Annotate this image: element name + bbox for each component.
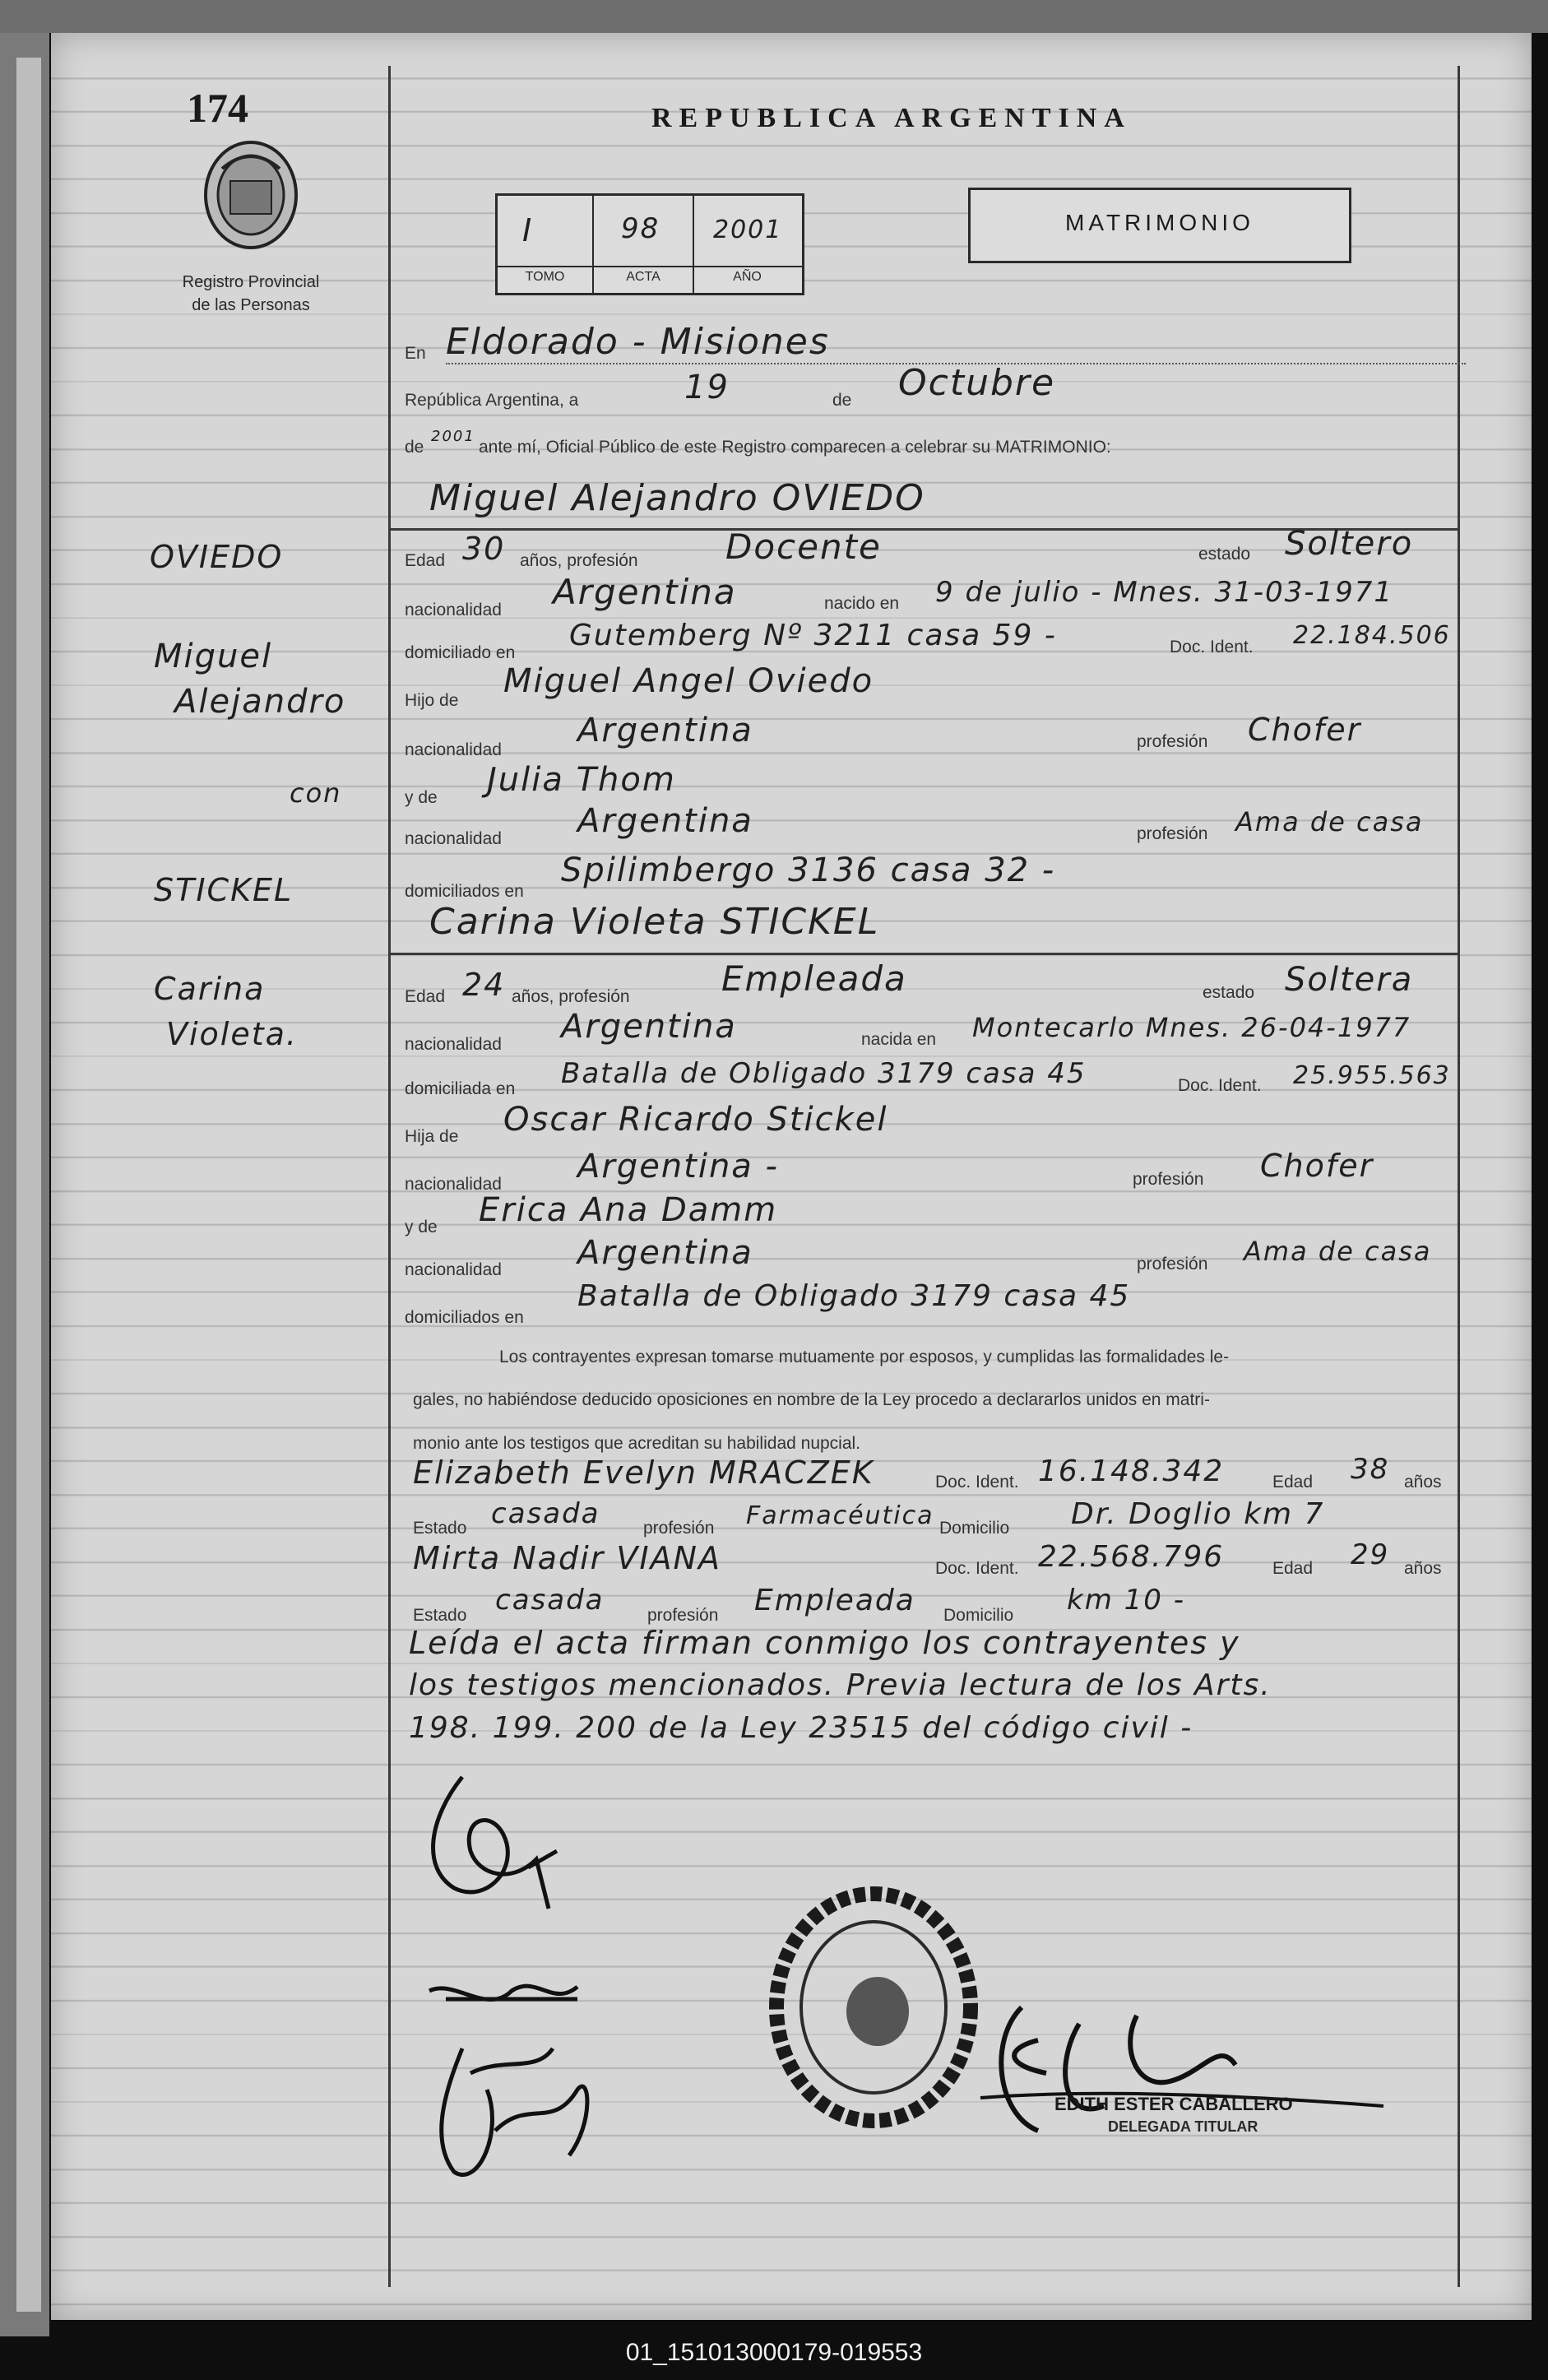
page-number: 174 xyxy=(187,85,248,131)
right-border-line xyxy=(1458,66,1460,2287)
bride-father-prof-label: profesión xyxy=(1133,1170,1204,1189)
witness2-age: 29 xyxy=(1351,1538,1390,1571)
witness1-age: 38 xyxy=(1351,1453,1390,1486)
bride-domiciliados-label: domiciliados en xyxy=(405,1308,524,1327)
bride-father-nac-label: nacionalidad xyxy=(405,1175,502,1194)
margin-given1b: Alejandro xyxy=(174,683,346,721)
groom-full-name: Miguel Alejandro OVIEDO xyxy=(429,477,925,519)
bride-mother-profession: Ama de casa xyxy=(1244,1236,1432,1267)
witness1-name: Elizabeth Evelyn MRACZEK xyxy=(413,1454,874,1491)
stamp-role: DELEGADA TITULAR xyxy=(1108,2118,1258,2135)
nacido-label: nacido en xyxy=(824,594,900,613)
groom-profession: Docente xyxy=(725,527,882,567)
witness1-doc-label: Doc. Ident. xyxy=(935,1473,1019,1492)
doc-type-box xyxy=(968,188,1351,263)
margin-surname2: STICKEL xyxy=(154,872,294,908)
bride-estado: Soltera xyxy=(1285,961,1414,999)
bride-anos-label: años, profesión xyxy=(512,987,630,1006)
oficial-text: ante mí, Oficial Público de este Registro comparecen a celebrar su MATRIMONIO: xyxy=(479,438,1111,457)
place: Eldorado - Misiones xyxy=(446,321,1466,364)
witness2-estado: casada xyxy=(495,1584,605,1617)
witness1-prof-label: profesión xyxy=(643,1519,715,1538)
margin-con: con xyxy=(290,777,342,809)
groom-mother-profession: Ama de casa xyxy=(1235,806,1424,837)
bride-birth: Montecarlo Mnes. 26-04-1977 xyxy=(972,1012,1411,1043)
doc-ident-label: Doc. Ident. xyxy=(1170,638,1254,656)
book-edge-top xyxy=(0,0,1548,33)
witness2-domicile: km 10 - xyxy=(1067,1584,1185,1617)
edad-label: Edad xyxy=(405,551,446,570)
year-pre-label: de xyxy=(405,438,424,457)
hija-label: Hija de xyxy=(405,1127,459,1146)
year: 2001 xyxy=(431,428,475,445)
ano-value: 2001 xyxy=(713,216,783,244)
stamp-name: EDITH ESTER CABALLERO xyxy=(1054,2094,1293,2114)
closing-line-1: Leída el acta firman conmigo los contrayentes y xyxy=(409,1625,1240,1661)
mother-nac-label: nacionalidad xyxy=(405,829,502,848)
father-nac-label: nacionalidad xyxy=(405,740,502,759)
bride-doc: 25.955.563 xyxy=(1293,1061,1451,1090)
groom-nationality: Argentina xyxy=(553,572,737,612)
witness2-doc: 22.568.796 xyxy=(1038,1540,1225,1574)
coat-of-arms-icon xyxy=(197,136,304,255)
witness2-name: Mirta Nadir VIANA xyxy=(413,1540,721,1576)
nacionalidad-label: nacionalidad xyxy=(405,601,502,619)
groom-parents-domicile: Spilimbergo 3136 casa 32 - xyxy=(561,851,1056,889)
anos-profesion-label: años, profesión xyxy=(520,551,638,570)
bride-yde-label: y de xyxy=(405,1218,438,1236)
bride-nationality: Argentina xyxy=(561,1008,737,1046)
bride-father-nationality: Argentina - xyxy=(577,1148,779,1185)
margin-given2a: Carina xyxy=(154,971,266,1007)
republica-label: República Argentina, a xyxy=(405,391,579,410)
witness2-doc-label: Doc. Ident. xyxy=(935,1559,1019,1578)
groom-doc: 22.184.506 xyxy=(1293,621,1451,650)
groom-domicile: Gutemberg Nº 3211 casa 59 - xyxy=(569,619,1057,652)
witness2-dom-label: Domicilio xyxy=(943,1606,1014,1625)
groom-estado: Soltero xyxy=(1285,525,1414,563)
groom-father-profession: Chofer xyxy=(1248,712,1362,748)
bride-doc-label: Doc. Ident. xyxy=(1178,1076,1262,1095)
groom-father: Miguel Angel Oviedo xyxy=(503,662,874,700)
bride-profession: Empleada xyxy=(721,958,907,999)
groom-mother: Julia Thom xyxy=(487,761,676,799)
image-footer-id: 01_151013000179-019553 xyxy=(625,2339,923,2366)
hijo-label: Hijo de xyxy=(405,691,459,710)
legal-line-1: Los contrayentes expresan tomarse mutuamente por esposos, y cumplidas las formalidades le- xyxy=(499,1348,1230,1366)
witness1-dom-label: Domicilio xyxy=(939,1519,1010,1538)
en-label: En xyxy=(405,344,426,363)
groom-mother-nationality: Argentina xyxy=(577,802,753,840)
nacida-label: nacida en xyxy=(861,1030,937,1049)
bride-mother-nationality: Argentina xyxy=(577,1234,753,1272)
bride-parents-domicile: Batalla de Obligado 3179 casa 45 xyxy=(577,1279,1131,1313)
day: 19 xyxy=(684,369,730,406)
tomo-value: I xyxy=(522,212,534,248)
bride-domicile: Batalla de Obligado 3179 casa 45 xyxy=(561,1057,1087,1090)
witness1-doc: 16.148.342 xyxy=(1038,1454,1225,1488)
witness1-estado: casada xyxy=(491,1497,600,1530)
official-seal xyxy=(767,1884,980,2131)
groom-age: 30 xyxy=(462,531,506,567)
bride-mother: Erica Ana Damm xyxy=(479,1191,778,1229)
father-prof-label: profesión xyxy=(1137,732,1208,751)
legal-line-3: monio ante los testigos que acreditan su habilidad nupcial. xyxy=(413,1434,861,1453)
acta-value: 98 xyxy=(621,212,660,245)
bride-edad-label: Edad xyxy=(405,987,446,1006)
bride-mother-nac-label: nacionalidad xyxy=(405,1260,502,1279)
bride-father: Oscar Ricardo Stickel xyxy=(503,1101,888,1139)
closing-line-2: los testigos mencionados. Previa lectura de los Arts. xyxy=(409,1668,1272,1702)
bride-age: 24 xyxy=(462,967,506,1003)
ano-label: AÑO xyxy=(733,270,762,284)
witness1-domicile: Dr. Doglio km 7 xyxy=(1071,1497,1325,1531)
witness1-edad-label: Edad xyxy=(1272,1473,1314,1492)
witness1-estado-label: Estado xyxy=(413,1519,467,1538)
doc-type: MATRIMONIO xyxy=(1065,210,1254,235)
margin-surname1: OVIEDO xyxy=(150,539,284,575)
bride-estado-label: estado xyxy=(1203,983,1255,1002)
book-pages-edge xyxy=(16,58,41,2312)
domiciliados-label: domiciliados en xyxy=(405,882,524,901)
witness2-edad-label: Edad xyxy=(1272,1559,1314,1578)
reference-box xyxy=(495,193,804,295)
de-label: de xyxy=(832,391,852,410)
witness1-anos-label: años xyxy=(1404,1473,1442,1492)
bride-father-profession: Chofer xyxy=(1260,1148,1374,1184)
margin-column-divider xyxy=(388,66,391,2287)
groom-father-nationality: Argentina xyxy=(577,712,753,749)
witness2-profession: Empleada xyxy=(754,1584,915,1617)
month: Octubre xyxy=(898,362,1056,404)
estado-label: estado xyxy=(1198,545,1251,564)
acta-label: ACTA xyxy=(626,270,660,284)
witness2-estado-label: Estado xyxy=(413,1606,467,1625)
tomo-label: TOMO xyxy=(525,270,565,284)
margin-given2b: Violeta. xyxy=(166,1016,299,1052)
domiciliada-label: domiciliada en xyxy=(405,1079,516,1098)
witness2-anos-label: años xyxy=(1404,1559,1442,1578)
legal-line-2: gales, no habiéndose deducido oposiciones en nombre de la Ley procedo a declararlos unidos en matri- xyxy=(413,1390,1210,1409)
registry-line1: Registro Provincial xyxy=(182,273,320,291)
signatures xyxy=(413,1744,676,2205)
register-page xyxy=(51,33,1532,2320)
witness2-prof-label: profesión xyxy=(647,1606,719,1625)
closing-line-3: 198. 199. 200 de la Ley 23515 del código civil - xyxy=(409,1711,1193,1745)
witness1-profession: Farmacéutica xyxy=(746,1501,934,1530)
domiciliado-label: domiciliado en xyxy=(405,643,516,662)
registry-line2: de las Personas xyxy=(192,296,310,314)
bride-mother-prof-label: profesión xyxy=(1137,1255,1208,1274)
country-title: REPUBLICA ARGENTINA xyxy=(651,103,1132,133)
margin-given1a: Miguel xyxy=(154,638,273,675)
mother-prof-label: profesión xyxy=(1137,824,1208,843)
groom-birth: 9 de julio - Mnes. 31-03-1971 xyxy=(935,576,1394,609)
yde-label: y de xyxy=(405,788,438,807)
bride-full-name: Carina Violeta STICKEL xyxy=(429,901,880,943)
bride-nac-label: nacionalidad xyxy=(405,1035,502,1054)
